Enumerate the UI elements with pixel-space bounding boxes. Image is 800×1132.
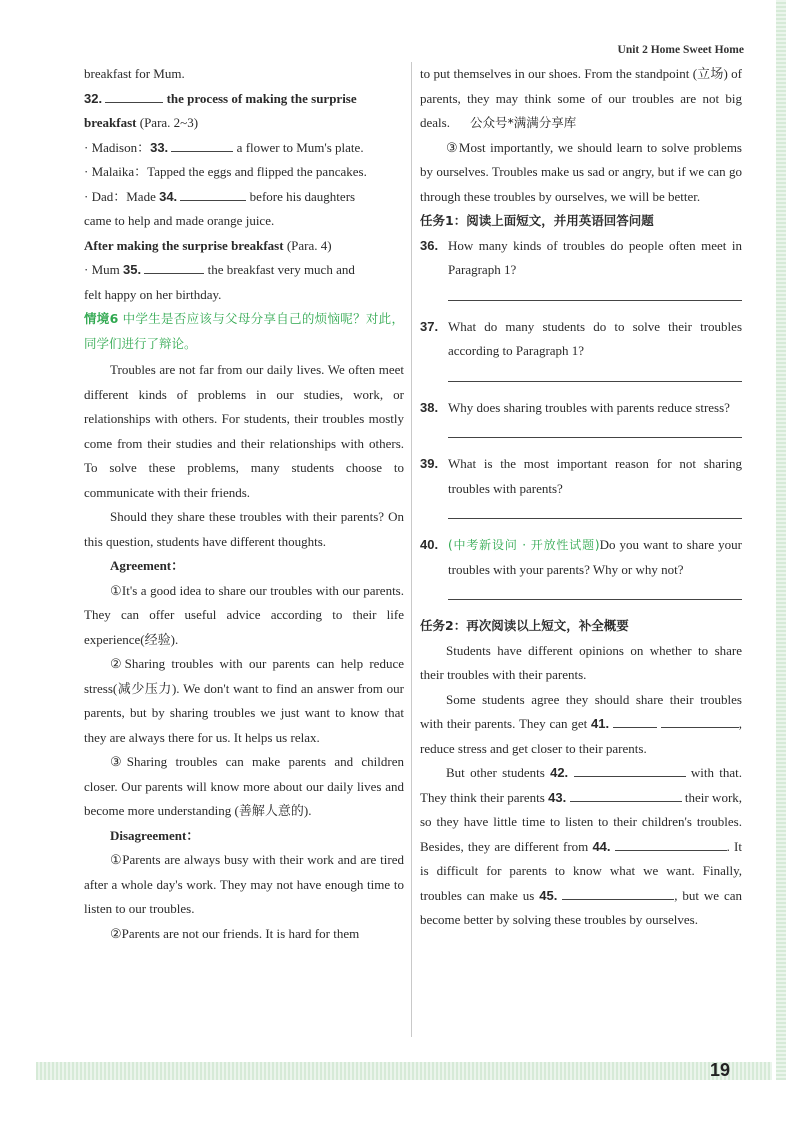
bullet-mum: [84, 258, 404, 283]
page-header: Unit 2 Home Sweet Home: [617, 44, 744, 56]
question-36: [420, 234, 742, 283]
q38-text: Why does sharing troubles with parents reduce stress?: [448, 399, 730, 415]
q32-blank[interactable]: [105, 88, 163, 103]
q40-body: [448, 533, 742, 582]
summary-3-text-d: . It is difficult for parents to know what we want. Finally, troubles can make us: [420, 838, 742, 903]
after-heading: [84, 234, 404, 259]
disagreement-1: ①Parents are always busy with their work and are tired after a whole day's work. They may not have enough time to listen to our troubles.: [84, 852, 404, 916]
bullet-madison: [84, 136, 404, 161]
q33-number: 33.: [150, 139, 169, 155]
passage-para-2: Should they share these troubles with their parents? On this question, students have different thoughts.: [84, 509, 404, 549]
q32-line: [84, 87, 404, 112]
question-39: [420, 452, 742, 501]
summary-3-text-e: , but we can become better by solving these troubles by ourselves.: [420, 887, 743, 927]
q32-line2: [84, 111, 404, 136]
disagreement-2-cont: [420, 62, 742, 136]
summary-1: Students have different opinions on whether to share their troubles with their parents.: [420, 642, 742, 682]
q32-text: the process of making the surprise: [166, 90, 357, 106]
summary-3: [420, 761, 742, 933]
bullet-mum-label: · Mum: [84, 262, 120, 277]
q32-number: 32.: [84, 90, 103, 106]
passage-para-1: Troubles are not far from our daily lives. We often meet different kinds of problems in our studies, work, or relationships with others. For students, their troubles mostly come from their studies and their relationships with others. To solve these problems, many students choose to communicate with their friends.: [84, 362, 404, 500]
agreement-3: ③Sharing troubles can make parents and children closer. Our parents will know more about our daily lives and become more understanding (善解人意的).: [84, 754, 404, 818]
q32-text2: breakfast: [84, 115, 137, 130]
watermark: 公众号*满满分享库: [469, 115, 577, 130]
disagreement-2-cont-text: to put themselves in our shoes. From the standpoint (立场) of parents, they may think some of our troubles are not big deals.: [420, 66, 742, 130]
bullet-dad-cont: came to help and made orange juice.: [84, 213, 275, 228]
summary-2: [420, 688, 742, 762]
q35-number: 35.: [123, 262, 142, 277]
q41-blank-a[interactable]: [613, 713, 657, 728]
q34-blank[interactable]: [180, 186, 246, 201]
summary-3-text-a: But other students: [446, 765, 545, 780]
q40-tag: (中考新设问 · 开放性试题): [448, 538, 600, 552]
q34-number: 34.: [159, 188, 178, 204]
agreement-title: Agreement：: [110, 558, 185, 573]
column-divider: [411, 62, 412, 1037]
q42-number: 42.: [550, 765, 569, 780]
q40-answer-line[interactable]: [448, 598, 742, 600]
right-decorative-band: [776, 0, 786, 1080]
q39-text: What is the most important reason for not sharing troubles with parents?: [448, 456, 742, 496]
task2-heading: 任务2：再次阅读以上短文，补全概要: [420, 618, 629, 633]
disagreement-title: Disagreement：: [110, 827, 200, 843]
q35-blank[interactable]: [144, 259, 204, 274]
disagreement-2: ②Parents are not our friends. It is hard for them: [110, 925, 360, 941]
summary-2-text-a: Some students agree they should share their troubles with their parents. They can get: [420, 691, 742, 731]
q45-number: 45.: [539, 887, 558, 903]
q36-text: How many kinds of troubles do people often meet in Paragraph 1?: [448, 237, 742, 277]
text-continuation: breakfast for Mum.: [84, 66, 185, 81]
bullet-madison-label: · Madison：: [84, 139, 151, 155]
q38-number: 38.: [420, 399, 439, 415]
question-40: [420, 533, 742, 582]
q42-blank[interactable]: [574, 762, 686, 777]
q40-number: 40.: [420, 537, 439, 552]
scenario-intro: [84, 307, 404, 356]
q43-number: 43.: [548, 789, 567, 805]
agreement-1: ①It's a good idea to share our troubles with our parents. They can offer useful advice according to their life experience(经验).: [84, 582, 404, 647]
q33-blank[interactable]: [171, 137, 233, 152]
left-column: [84, 62, 404, 946]
bottom-decorative-band: [36, 1062, 772, 1080]
scenario-text: 中学生是否应该与父母分享自己的烦恼呢？对此，同学们进行了辩论。: [84, 311, 404, 351]
summary-3-text-c: their work, so they have little time to listen to their children's troubles. Besides, they are different from: [420, 789, 743, 854]
bullet-mum-text: the breakfast very much and: [207, 262, 355, 277]
q44-number: 44.: [592, 838, 611, 854]
summary-3-text-b: with that. They think their parents: [420, 765, 743, 805]
q43-blank[interactable]: [570, 787, 682, 802]
disagreement-3: ③Most importantly, we should learn to solve problems by ourselves. Troubles make us sad or angry, but if we can go through these troubles by ourselves, we will be better.: [420, 139, 742, 204]
q32-para: (Para. 2~3): [139, 115, 199, 130]
bullet-dad-text: before his daughters: [249, 188, 356, 204]
q37-number: 37.: [420, 318, 439, 334]
q38-answer-line[interactable]: [448, 436, 742, 438]
after-title: After making the surprise breakfast: [84, 237, 284, 253]
q44-blank[interactable]: [615, 836, 727, 851]
q36-number: 36.: [420, 237, 439, 253]
q39-number: 39.: [420, 456, 439, 471]
q41-blank-b[interactable]: [661, 713, 739, 728]
bullet-mum-cont: felt happy on her birthday.: [84, 286, 222, 302]
bullet-dad: [84, 185, 404, 210]
right-column: [420, 62, 742, 933]
q37-answer-line[interactable]: [448, 380, 742, 382]
q39-answer-line[interactable]: [448, 517, 742, 519]
agreement-2: ②Sharing troubles with our parents can help reduce stress(减少压力). We don't want to find an answer from our parents, but by sharing troubles we just want to know that they are always there for us. It helps us relax.: [84, 656, 404, 745]
bullet-malaika: · Malaika：Tapped the eggs and flipped the pancakes.: [84, 164, 367, 179]
q36-answer-line[interactable]: [448, 299, 742, 301]
bullet-dad-label: · Dad：Made: [84, 188, 156, 204]
summary-2-text-b: , reduce stress and get closer to their parents.: [420, 716, 743, 756]
after-para: (Para. 4): [286, 237, 332, 253]
q37-text: What do many students do to solve their troubles according to Paragraph 1?: [448, 318, 742, 358]
q41-number: 41.: [591, 716, 610, 731]
page-number: 19: [709, 1060, 730, 1080]
question-37: [420, 315, 742, 364]
q45-blank[interactable]: [562, 885, 674, 900]
q40-text: Do you want to share your troubles with your parents? Why or why not?: [448, 537, 742, 577]
task1-heading: 任务1：阅读上面短文，并用英语回答问题: [420, 213, 654, 228]
scenario-tag: 情境6: [84, 311, 119, 326]
question-38: [420, 396, 742, 421]
bullet-madison-text: a flower to Mum's plate.: [236, 139, 364, 155]
